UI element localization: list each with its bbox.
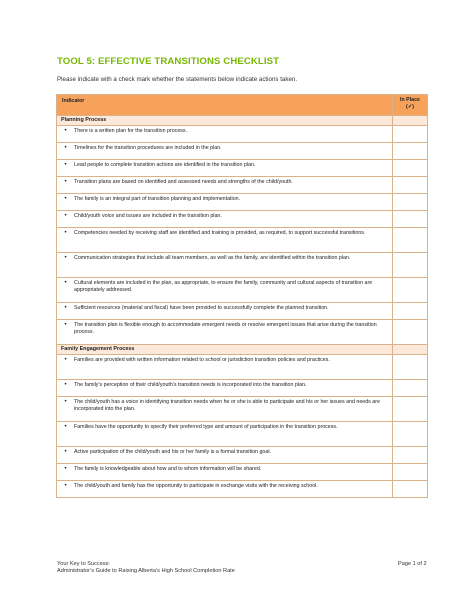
bullet-icon: • [64,145,67,151]
table-row [57,320,428,345]
indicator-cell [57,355,393,380]
list-item [57,162,389,169]
table-row [57,228,428,253]
list-item [57,483,389,490]
table-row [57,464,428,481]
intro-text: Please indicate with a check mark whether the statements below indicate actions taken. [57,76,298,83]
indicator-cell [57,481,393,498]
bullet-icon: • [64,179,67,185]
bullet-icon: • [64,449,67,455]
list-item [57,424,389,431]
bullet-icon: • [64,357,67,363]
bullet-icon: • [64,382,67,388]
indicator-text: There is a written plan for the transition process. [74,128,188,134]
table-row [57,422,428,447]
in-place-checkbox-cell[interactable] [393,211,428,228]
footer-line-1: Your Key to Success: [57,561,110,567]
in-place-checkbox-cell[interactable] [393,177,428,194]
indicator-cell [57,253,393,278]
indicator-text: Timelines for the transition procedures are included in the plan. [74,145,222,151]
indicator-text: The child/youth has a voice in identifying transition needs when he or she is able to participate and his or her issues and needs are incorporated into the plan. [74,399,380,413]
bullet-icon: • [64,305,67,311]
indicator-text: Competencies needed by receiving staff are identified and training is provided, as required, to support successful transitions. [74,230,366,236]
table-row [57,481,428,498]
table-row [57,160,428,177]
in-place-checkbox-cell[interactable] [393,320,428,345]
in-place-checkbox-cell[interactable] [393,160,428,177]
section-header-row [57,116,428,126]
table-row [57,278,428,303]
table-row [57,253,428,278]
indicator-cell [57,464,393,481]
section-check-cell [393,345,428,355]
bullet-icon: • [64,128,67,134]
indicator-cell [57,228,393,253]
indicator-text: The family’s perception of their child/youth’s transition needs is incorporated into the transition plan. [74,382,307,388]
indicator-text: Families are provided with written information related to school or jurisdiction transition policies and practices. [74,357,330,363]
list-item [57,128,389,135]
header-indicator: Indicator [57,95,393,116]
indicator-cell [57,303,393,320]
section-title: Planning Process [57,116,393,126]
header-in-place-label: In Place [399,97,421,103]
list-item [57,280,389,294]
bullet-icon: • [64,230,67,236]
indicator-text: The family is an integral part of transition planning and implementation. [74,196,241,202]
in-place-checkbox-cell[interactable] [393,447,428,464]
list-item [57,382,389,389]
indicator-text: Communication strategies that include all team members, as well as the family, are identified within the transition plan. [74,255,351,261]
table-row [57,177,428,194]
list-item [57,255,389,262]
bullet-icon: • [64,483,67,489]
bullet-icon: • [64,280,67,286]
indicator-cell [57,397,393,422]
table-row [57,355,428,380]
table-row [57,303,428,320]
in-place-checkbox-cell[interactable] [393,194,428,211]
table-body [57,116,428,498]
bullet-icon: • [64,196,67,202]
section-check-cell [393,116,428,126]
indicator-text: Transition plans are based on identified and assessed needs and strengths of the child/youth. [74,179,293,185]
checklist-table [56,94,428,498]
footer-line-2: Administrator’s Guide to Raising Alberta’s High School Completion Rate [57,568,235,575]
indicator-cell [57,211,393,228]
list-item [57,213,389,220]
bullet-icon: • [64,213,67,219]
table-row [57,143,428,160]
footer-page-number: Page 1 of 2 [398,561,427,567]
list-item [57,399,389,413]
indicator-text: The transition plan is flexible enough to accommodate emergent needs or resolve emergent issues that arise during the transition process. [74,322,377,336]
table-header-row [57,95,428,116]
in-place-checkbox-cell[interactable] [393,278,428,303]
indicator-cell [57,194,393,211]
bullet-icon: • [64,466,67,472]
indicator-text: Child/youth voice and issues are included in the transition plan. [74,213,222,219]
list-item [57,357,389,364]
table-row [57,194,428,211]
table-row [57,447,428,464]
in-place-checkbox-cell[interactable] [393,380,428,397]
indicator-text: Cultural elements are included in the plan, as appropriate, to ensure the family, community and cultural aspects of transition are appropriately addressed. [74,280,373,294]
header-check-symbol: (✓) [406,104,414,111]
bullet-icon: • [64,399,67,405]
table-row [57,380,428,397]
indicator-text: The family is knowledgeable about how and to whom information will be shared. [74,466,262,472]
list-item [57,322,389,336]
bullet-icon: • [64,255,67,261]
in-place-checkbox-cell[interactable] [393,253,428,278]
table-row [57,211,428,228]
list-item [57,230,389,237]
page-title: TOOL 5: EFFECTIVE TRANSITIONS CHECKLIST [57,56,280,67]
indicator-text: Active participation of the child/youth and his or her family is a formal transition goal. [74,449,271,455]
list-item [57,196,389,203]
bullet-icon: • [64,322,67,328]
indicator-cell [57,160,393,177]
list-item [57,449,389,456]
indicator-cell [57,143,393,160]
indicator-cell [57,320,393,345]
section-title: Family Engagement Process [57,345,393,355]
section-header-row [57,345,428,355]
indicator-text: Families have the opportunity to specify their preferred type and amount of participation in the transition process. [74,424,338,430]
indicator-cell [57,447,393,464]
list-item [57,179,389,186]
header-in-place [393,95,428,116]
in-place-checkbox-cell[interactable] [393,143,428,160]
in-place-checkbox-cell[interactable] [393,397,428,422]
in-place-checkbox-cell[interactable] [393,228,428,253]
table-row [57,397,428,422]
indicator-cell [57,422,393,447]
indicator-text: The child/youth and family has the opportunity to participate in exchange visits with the receiving school. [74,483,318,489]
indicator-cell [57,278,393,303]
bullet-icon: • [64,424,67,430]
list-item [57,145,389,152]
list-item [57,305,389,312]
in-place-checkbox-cell[interactable] [393,303,428,320]
indicator-text: Sufficient resources (material and fiscal) have been provided to successfully complete the planned transition. [74,305,329,311]
indicator-text: Lead people to complete transition actions are identified in the transition plan. [74,162,256,168]
indicator-cell [57,177,393,194]
table-row [57,126,428,143]
bullet-icon: • [64,162,67,168]
in-place-checkbox-cell[interactable] [393,422,428,447]
in-place-checkbox-cell[interactable] [393,464,428,481]
indicator-cell [57,380,393,397]
in-place-checkbox-cell[interactable] [393,355,428,380]
in-place-checkbox-cell[interactable] [393,126,428,143]
indicator-cell [57,126,393,143]
footer-left [57,561,235,575]
list-item [57,466,389,473]
in-place-checkbox-cell[interactable] [393,481,428,498]
